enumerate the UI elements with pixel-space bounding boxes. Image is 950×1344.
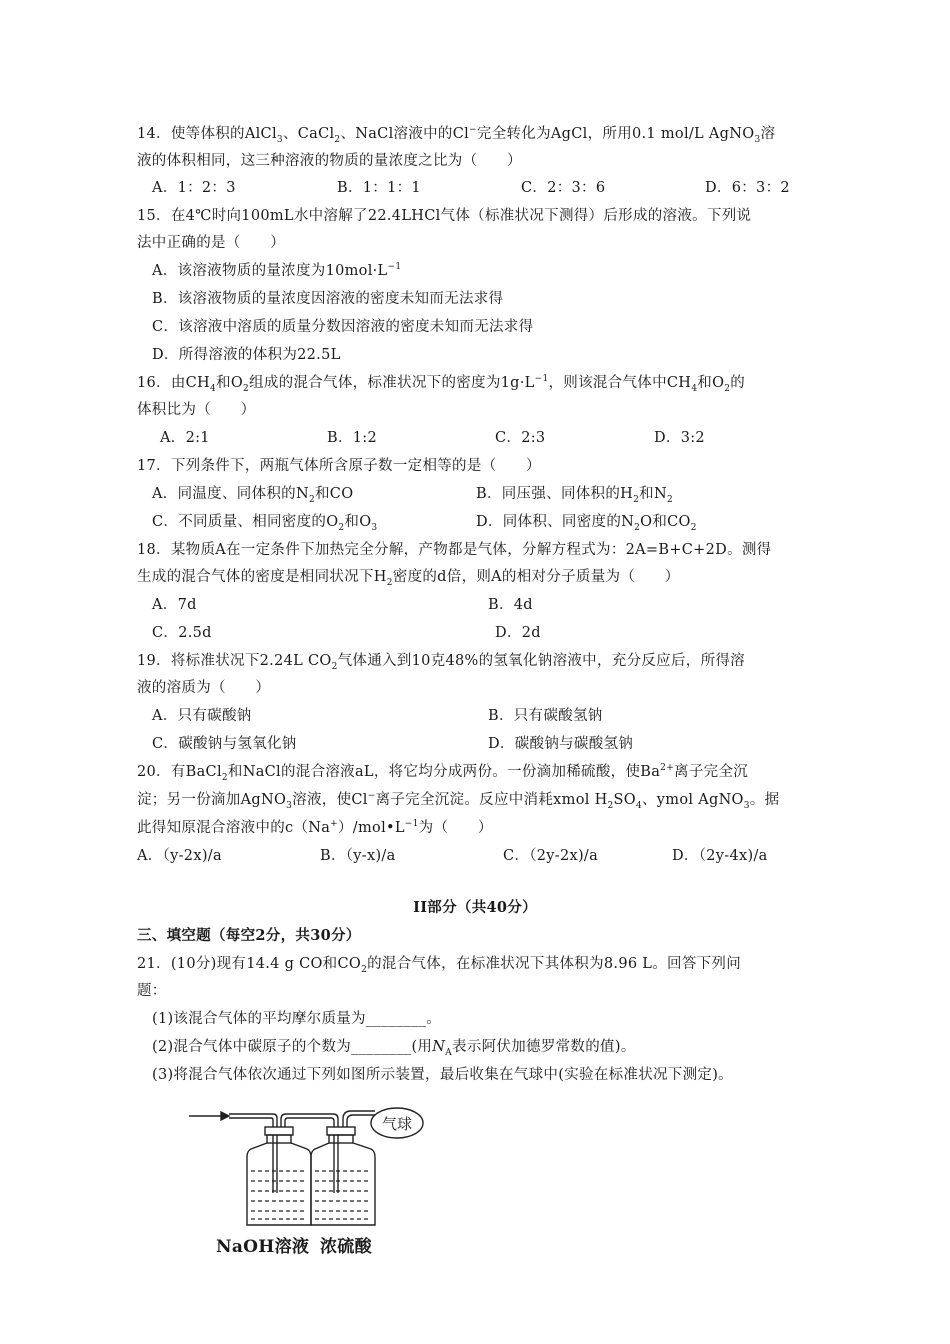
h2so4-label: 浓硫酸 bbox=[320, 1237, 372, 1257]
q18-line1: 18．某物质A在一定条件下加热完全分解，产物都是气体，分解方程式为：2A=B+C+2D。测得 bbox=[137, 542, 772, 558]
q18-line2: 生成的混合气体的密度是相同状况下$H_2$密度的d倍，则A的相对分子质量为（ ） bbox=[137, 569, 680, 588]
q20-option-d: D．（2y-4x)/a bbox=[672, 848, 768, 864]
q17-option-a: A．同温度、同体积的$N_2$和CO bbox=[152, 486, 354, 505]
bottle2-liquid bbox=[315, 1171, 371, 1219]
q17-option-b: B．同压强、同体积的$H_2$和$N_2$ bbox=[476, 486, 673, 505]
q18-option-b: B．4d bbox=[488, 597, 533, 613]
q20-option-b: B．（y-x)/a bbox=[320, 848, 396, 864]
q20-line3: 此得知原混合溶液中的$c(Na^+)/mol•L^{-1}$为（ ） bbox=[137, 819, 493, 836]
q16-line2: 体积比为（ ） bbox=[137, 402, 256, 418]
q19-line2: 液的溶质为（ ） bbox=[137, 680, 271, 696]
q21-subq1: (1)该混合气体的平均摩尔质量为________。 bbox=[152, 1011, 442, 1027]
apparatus-figure bbox=[185, 1105, 445, 1235]
q14-option-d: D．6：3：2 bbox=[705, 180, 790, 196]
bottle1-stopper bbox=[265, 1127, 293, 1135]
q18-option-a: A．7d bbox=[152, 597, 197, 613]
part2-heading: II部分（共40分） bbox=[413, 899, 537, 916]
section3-heading: 三、填空题（每空2分，共30分） bbox=[137, 927, 361, 944]
q15-option-c: C．该溶液中溶质的质量分数因溶液的密度未知而无法求得 bbox=[152, 319, 534, 335]
bottle1-liquid bbox=[251, 1171, 307, 1219]
q16-option-a: A．2:1 bbox=[160, 430, 210, 446]
q19-line1: 19．将标准状况下2.24L $CO_2$气体通入到10克48%的氢氧化钠溶液中，充分反应后，所得溶 bbox=[137, 653, 745, 672]
q20-line1: 20．有BaCl$_2$和NaCl的混合溶液aL，将它均分成两份。一份滴加稀硫酸，使$Ba^{2+}$离子完全沉 bbox=[137, 763, 749, 783]
q15-line2: 法中正确的是（ ） bbox=[137, 235, 285, 251]
bottle2-body bbox=[311, 1143, 375, 1225]
q17-line1: 17．下列条件下，两瓶气体所含原子数一定相等的是（ ） bbox=[137, 458, 541, 474]
q18-option-d: D．2d bbox=[495, 625, 541, 641]
q20-line2: 淀；另一份滴加AgNO$_3$溶液，使Cl−离子完全沉淀。反应中消耗xmol $H_2SO_4$、ymol AgNO$_3$。据 bbox=[137, 791, 780, 811]
q14-option-c: C．2：3：6 bbox=[521, 180, 606, 196]
q20-option-a: A．（y-2x)/a bbox=[137, 848, 222, 864]
q15-option-b: B．该溶液物质的量浓度因溶液的密度未知而无法求得 bbox=[152, 291, 504, 307]
q14-line1: 14．使等体积的AlCl$_3$、CaCl$_2$、NaCl溶液中的Cl−完全转化为AgCl，所用0.1 mol/L AgNO$_3$溶 bbox=[137, 125, 776, 145]
inlet-arrowhead bbox=[221, 1112, 229, 1120]
q16-option-c: C．2:3 bbox=[495, 430, 546, 446]
q14-line2: 液的体积相同，这三种溶液的物质的量浓度之比为（ ） bbox=[137, 153, 522, 169]
q15-line1: 15．在4℃时向100mL水中溶解了22.4LHCl气体（标准状况下测得）后形成的溶液。下列说 bbox=[137, 208, 752, 224]
q21-line2: 题： bbox=[137, 983, 167, 999]
q16-option-d: D．3:2 bbox=[654, 430, 705, 446]
q19-option-a: A．只有碳酸钠 bbox=[152, 708, 252, 724]
bottle1-body bbox=[247, 1143, 311, 1225]
q20-option-c: C．（2y-2x)/a bbox=[503, 848, 599, 864]
q14-option-b: B．1：1：1 bbox=[337, 180, 421, 196]
q18-option-c: C．2.5d bbox=[152, 625, 212, 641]
naoh-label: NaOH溶液 bbox=[216, 1237, 310, 1257]
q17-option-d: D．同体积、同密度的$N_2O$和$CO_2$ bbox=[476, 514, 697, 533]
balloon-label: 气球 bbox=[381, 1115, 413, 1133]
q21-line1: 21．(10分)现有14.4 g CO和$CO_2$的混合气体，在标准状况下其体积为8.96 L。回答下列问 bbox=[137, 956, 742, 975]
q16-line1: 16．由$CH_4$和$O_2$组成的混合气体，标准状况下的密度为$1g\cdot L^{-1}$，则该混合气体中$CH_4$和$O_2$的 bbox=[137, 374, 746, 394]
q14-option-a: A．1：2：3 bbox=[152, 180, 236, 196]
bottle2-stopper bbox=[327, 1127, 355, 1135]
q19-option-c: C．碳酸钠与氢氧化钠 bbox=[152, 736, 297, 752]
q15-option-d: D．所得溶液的体积为22.5L bbox=[152, 347, 341, 363]
q15-option-a: A．该溶液物质的量浓度为$10mol\cdot L^{-1}$ bbox=[152, 262, 402, 279]
q21-subq2: (2)混合气体中碳原子的个数为________(用$N_A$表示阿伏加德罗常数的值)。 bbox=[152, 1039, 636, 1058]
q19-option-b: B．只有碳酸氢钠 bbox=[488, 708, 603, 724]
q19-option-d: D．碳酸钠与碳酸氢钠 bbox=[488, 736, 634, 752]
q16-option-b: B．1:2 bbox=[327, 430, 377, 446]
q21-subq3: (3)将混合气体依次通过下列如图所示装置，最后收集在气球中(实验在标准状况下测定)。 bbox=[152, 1067, 733, 1083]
q17-option-c: C．不同质量、相同密度的$O_2$和$O_3$ bbox=[152, 514, 378, 533]
